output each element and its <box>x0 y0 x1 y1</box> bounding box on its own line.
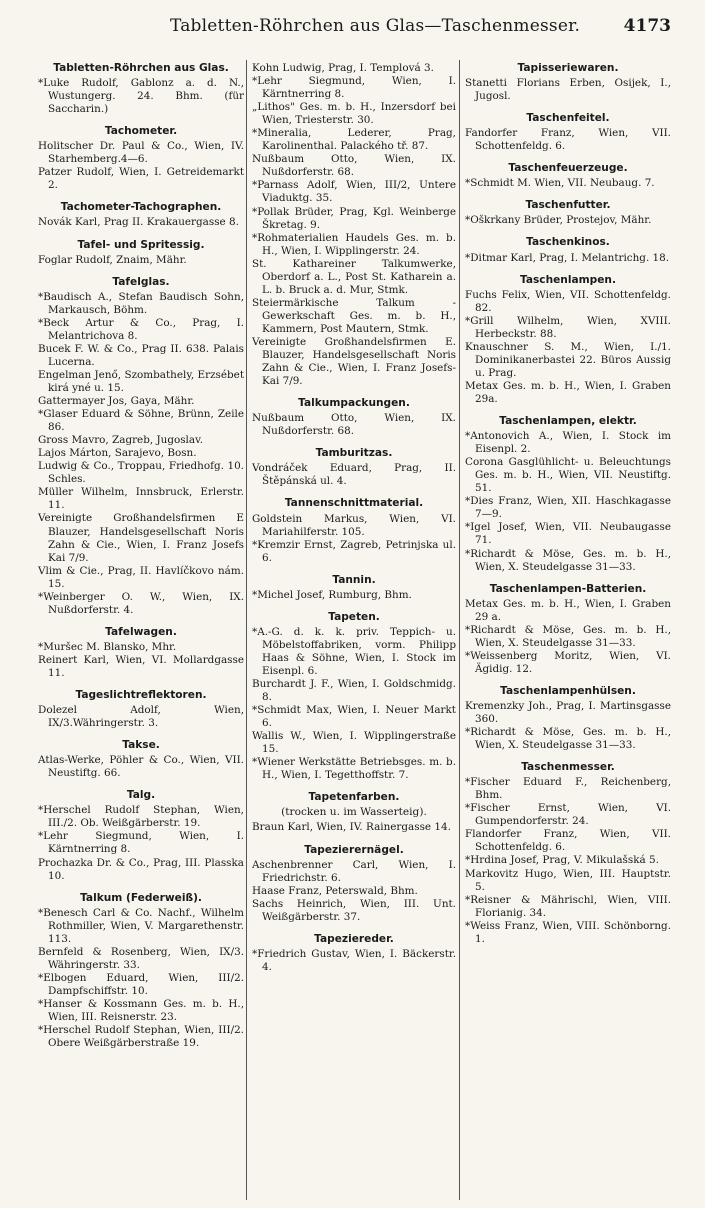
directory-entry: Patzer Rudolf, Wien, I. Getreidemarkt 2. <box>38 166 244 192</box>
column-2 <box>252 62 456 1197</box>
directory-entry: Metax Ges. m. b. H., Wien, I. Graben 29 a. <box>465 597 671 623</box>
directory-entry: Prochazka Dr. & Co., Prag, III. Plasska 10. <box>38 856 244 882</box>
section-heading: Tabletten-Röhrchen aus Glas. <box>53 62 229 74</box>
directory-entry: *Rohmaterialien Haudels Ges. m. b. H., Wien, I. Wipplingerstr. 24. <box>252 231 456 257</box>
directory-entry: *Richardt & Möse, Ges. m. b. H., Wien, X. Steudelgasse 31—33. <box>465 547 671 573</box>
directory-entry: St. Kathareiner Talkumwerke, Oberdorf a. L., Post St. Katharein a. L. b. Bruck a. d. Mur, Stmk. <box>252 257 456 296</box>
directory-entry: *Fischer Ernst, Wien, VI. Gumpendorferstr. 24. <box>465 802 671 828</box>
directory-entry: *Richardt & Möse, Ges. m. b. H., Wien, X. Steudelgasse 31—33. <box>465 623 671 649</box>
directory-entry: *Reisner & Mährischl, Wien, VIII. Florianig. 34. <box>465 893 671 919</box>
directory-entry: *Lehr Siegmund, Wien, I. Kärntnerring 8. <box>38 830 244 856</box>
directory-entry: Lajos Márton, Sarajevo, Bosn. <box>38 447 197 460</box>
directory-entry: Dolezel Adolf, Wien, IX/3.Währingerstr. 3. <box>38 704 244 730</box>
directory-entry: *Herschel Rudolf Stephan, Wien, III./2. Ob. Weißgärberstr. 19. <box>38 804 244 830</box>
directory-entry: Bernfeld & Rosenberg, Wien, IX/3. Währingerstr. 33. <box>38 945 244 971</box>
running-title: Tabletten-Röhrchen aus Glas—Taschenmesser. <box>170 16 581 36</box>
directory-entry: Steiermärkische Talkum - Gewerkschaft Ges. m. b. H., Kammern, Post Mautern, Stmk. <box>252 296 456 335</box>
section-subheading: (trocken u. im Wasserteig). <box>281 806 427 819</box>
directory-entry: *Friedrich Gustav, Wien, I. Bäckerstr. 4. <box>252 947 456 973</box>
directory-entry: Gattermayer Jos, Gaya, Mähr. <box>38 395 195 408</box>
directory-entry: *Richardt & Möse, Ges. m. b. H., Wien, X. Steudelgasse 31—33. <box>465 726 671 752</box>
directory-entry: *Schmidt Max, Wien, I. Neuer Markt 6. <box>252 704 456 730</box>
directory-entry: Gross Mavro, Zagreb, Jugoslav. <box>38 434 204 447</box>
directory-entry: Atlas-Werke, Pöhler & Co., Wien, VII. Neustiftg. 66. <box>38 754 244 780</box>
directory-entry: Aschenbrenner Carl, Wien, I. Friedrichstr. 6. <box>252 858 456 884</box>
section-heading: Tapeziereder. <box>314 932 394 945</box>
directory-entry: Bucek F. W. & Co., Prag II. 638. Palais Lucerna. <box>38 342 244 368</box>
directory-entry: *Herschel Rudolf Stephan, Wien, III/2. Obere Weißgärberstraße 19. <box>38 1024 244 1050</box>
directory-entry: Haase Franz, Peterswald, Bhm. <box>252 884 418 897</box>
section-heading: Tapeten. <box>328 610 380 623</box>
directory-entry: *A.-G. d. k. k. priv. Teppich- u. Möbelstoffabriken, vorm. Philipp Haas & Söhne, Wien, I. Stock im Eisenpl. 6. <box>252 625 456 677</box>
section-heading: Talkumpackungen. <box>298 397 410 410</box>
directory-entry: *Schmidt M. Wien, VII. Neubaug. 7. <box>465 177 655 190</box>
directory-entry: Vlim & Cie., Prag, II. Havlíčkovo nám. 15. <box>38 564 244 590</box>
directory-entry: *Grill Wilhelm, Wien, XVIII. Herbeckstr. 88. <box>465 314 671 340</box>
directory-entry: Fandorfer Franz, Wien, VII. Schottenfeldg. 6. <box>465 127 671 153</box>
directory-entry: Knauschner S. M., Wien, I./1. Dominikanerbastei 22. Büros Aussig u. Prag. <box>465 340 671 379</box>
directory-entry: *Parnass Adolf, Wien, III/2, Untere Viaduktg. 35. <box>252 179 456 205</box>
section-heading: Taschenfutter. <box>525 199 611 212</box>
directory-entry: *Hrdina Josef, Prag, V. Mikulašská 5. <box>465 854 659 867</box>
section-heading: Taschenlampenhülsen. <box>500 684 636 697</box>
directory-entry: *Antonovich A., Wien, I. Stock im Eisenpl. 2. <box>465 430 671 456</box>
section-heading: Tageslichtreflektoren. <box>75 689 207 702</box>
column-1 <box>38 62 244 1197</box>
directory-entry: Müller Wilhelm, Innsbruck, Erlerstr. 11. <box>38 486 244 512</box>
section-heading: Tapetenfarben. <box>308 791 400 804</box>
directory-entry: *Mineralia, Lederer, Prag, Karolinenthal. Palackého tř. 87. <box>252 127 456 153</box>
directory-entry: Engelman Jenő, Szombathely, Erzsébet kirá yné u. 15. <box>38 368 244 394</box>
directory-entry: Stanetti Florians Erben, Osijek, I., Jugosl. <box>465 77 671 103</box>
directory-entry: *Kremzir Ernst, Zagreb, Petrinjska ul. 6. <box>252 538 456 564</box>
section-heading: Tachometer-Tachographen. <box>60 201 222 214</box>
directory-entry: *Baudisch A., Stefan Baudisch Sohn, Markausch, Böhm. <box>38 290 244 316</box>
directory-entry: Burchardt J. F., Wien, I. Goldschmidg. 8. <box>252 678 456 704</box>
directory-entry: Nußbaum Otto, Wien, IX. Nußdorferstr. 68. <box>252 412 456 438</box>
directory-entry: Flandorfer Franz, Wien, VII. Schottenfeldg. 6. <box>465 828 671 854</box>
directory-entry: Nußbaum Otto, Wien, IX. Nußdorferstr. 68. <box>252 153 456 179</box>
section-heading: Taschenfeuerzeuge. <box>508 162 628 175</box>
directory-entry: *Dies Franz, Wien, XII. Haschkagasse 7—9. <box>465 495 671 521</box>
directory-entry: *Beck Artur & Co., Prag, I. Melantrichova 8. <box>38 316 244 342</box>
section-heading: Tamburitzas. <box>315 447 393 460</box>
section-heading: Tannenschnittmaterial. <box>284 497 424 510</box>
directory-entry: *Fischer Eduard F., Reichenberg, Bhm. <box>465 776 671 802</box>
section-heading: Taschenlampen, elektr. <box>499 415 637 428</box>
section-heading: Talkum (Federweiß). <box>80 891 202 904</box>
directory-entry: Kohn Ludwig, Prag, I. Templová 3. <box>252 62 434 74</box>
section-heading: Takse. <box>122 739 160 752</box>
directory-entry: *Pollak Brüder, Prag, Kgl. Weinberge Škretag. 9. <box>252 205 456 231</box>
directory-entry: Ludwig & Co., Troppau, Friedhofg. 10. Schles. <box>38 460 244 486</box>
section-heading: Taschenlampen. <box>519 273 616 286</box>
directory-entry: Braun Karl, Wien, IV. Rainergasse 14. <box>252 821 451 834</box>
directory-entry: *Weinberger O. W., Wien, IX. Nußdorferstr. 4. <box>38 590 244 616</box>
directory-entry: Goldstein Markus, Wien, VI. Mariahilferstr. 105. <box>252 512 456 538</box>
section-heading: Tannin. <box>332 573 376 586</box>
directory-entry: *Lehr Siegmund, Wien, I. Kärntnerring 8. <box>252 75 456 101</box>
directory-entry: Holitscher Dr. Paul & Co., Wien, IV. Starhemberg.4—6. <box>38 140 244 166</box>
section-heading: Taschenkinos. <box>526 236 610 249</box>
directory-entry: *Elbogen Eduard, Wien, III/2. Dampfschiffstr. 10. <box>38 971 244 997</box>
section-heading: Tachometer. <box>104 125 178 138</box>
directory-entry: *Michel Josef, Rumburg, Bhm. <box>252 588 412 601</box>
directory-entry: *Muršec M. Blansko, Mhr. <box>38 640 177 653</box>
directory-entry: *Oškrkany Brüder, Prostejov, Mähr. <box>465 214 652 227</box>
column-3 <box>465 62 671 1197</box>
directory-entry: *Igel Josef, Wien, VII. Neubaugasse 71. <box>465 521 671 547</box>
directory-entry: Kremenzky Joh., Prag, I. Martinsgasse 360. <box>465 699 671 726</box>
directory-entry: Vereinigte Großhandelsfirmen E Blauzer, Handelsgesellschaft Noris Zahn & Cie., Wien, I. Franz Josefs Kai 7/9. <box>38 512 244 564</box>
directory-entry: *Weiss Franz, Wien, VIII. Schönborng. 1. <box>465 919 671 945</box>
directory-entry: Corona Gasglühlicht- u. Beleuchtungs Ges. m. b. H., Wien, VII. Neustiftg. 51. <box>465 456 671 495</box>
section-heading: Tapezierernägel. <box>304 843 404 856</box>
directory-entry: Fuchs Felix, Wien, VII. Schottenfeldg. 82. <box>465 288 671 314</box>
column-divider <box>459 60 460 1200</box>
directory-entry: Foglar Rudolf, Znaim, Mähr. <box>38 253 187 266</box>
section-heading: Taschenlampen-Batterien. <box>489 582 647 595</box>
section-heading: Talg. <box>126 789 156 802</box>
directory-entry: „Lithos" Ges. m. b. H., Inzersdorf bei Wien, Triesterstr. 30. <box>252 101 456 127</box>
directory-entry: Vereinigte Großhandelsfirmen E. Blauzer, Handelsgesellschaft Noris Zahn & Cie., Wien, I. Franz Josefs-Kai 7/9. <box>252 335 456 388</box>
section-heading: Taschenfeitel. <box>526 112 610 125</box>
directory-entry: Sachs Heinrich, Wien, III. Unt. Weißgärberstr. 37. <box>252 897 456 923</box>
directory-entry: Reinert Karl, Wien, VI. Mollardgasse 11. <box>38 653 244 679</box>
directory-entry: Vondráček Eduard, Prag, II. Štěpánská ul. 4. <box>252 462 456 488</box>
section-heading: Tapisseriewaren. <box>517 62 619 74</box>
directory-entry: Wallis W., Wien, I. Wipplingerstraße 15. <box>252 730 456 756</box>
directory-entry: *Glaser Eduard & Söhne, Brünn, Zeile 86. <box>38 408 244 434</box>
column-divider <box>246 60 247 1200</box>
directory-entry: *Ditmar Karl, Prag, I. Melantrichg. 18. <box>465 251 670 264</box>
directory-entry: *Wiener Werkstätte Betriebsges. m. b. H., Wien, I. Tegetthoffstr. 7. <box>252 756 456 782</box>
directory-entry: Markovitz Hugo, Wien, III. Hauptstr. 5. <box>465 867 671 893</box>
section-heading: Tafel- und Spritessig. <box>77 238 205 251</box>
page-number: 4173 <box>623 16 671 36</box>
directory-entry: Metax Ges. m. b. H., Wien, I. Graben 29a. <box>465 379 671 405</box>
section-heading: Taschenmesser. <box>521 761 615 774</box>
running-header <box>0 16 705 46</box>
directory-entry: Novák Karl, Prag II. Krakauergasse 8. <box>38 216 239 229</box>
directory-entry: *Hanser & Kossmann Ges. m. b. H., Wien, III. Reisnerstr. 23. <box>38 998 244 1024</box>
directory-entry: *Luke Rudolf, Gablonz a. d. N., Wustungerg. 24. Bhm. (für Saccharin.) <box>38 77 244 116</box>
directory-entry: *Weissenberg Moritz, Wien, VI. Ägidig. 12. <box>465 649 671 675</box>
directory-entry: *Benesch Carl & Co. Nachf., Wilhelm Rothmiller, Wien, V. Margarethenstr. 113. <box>38 906 244 945</box>
section-heading: Tafelwagen. <box>105 625 177 638</box>
section-heading: Tafelglas. <box>112 275 170 288</box>
